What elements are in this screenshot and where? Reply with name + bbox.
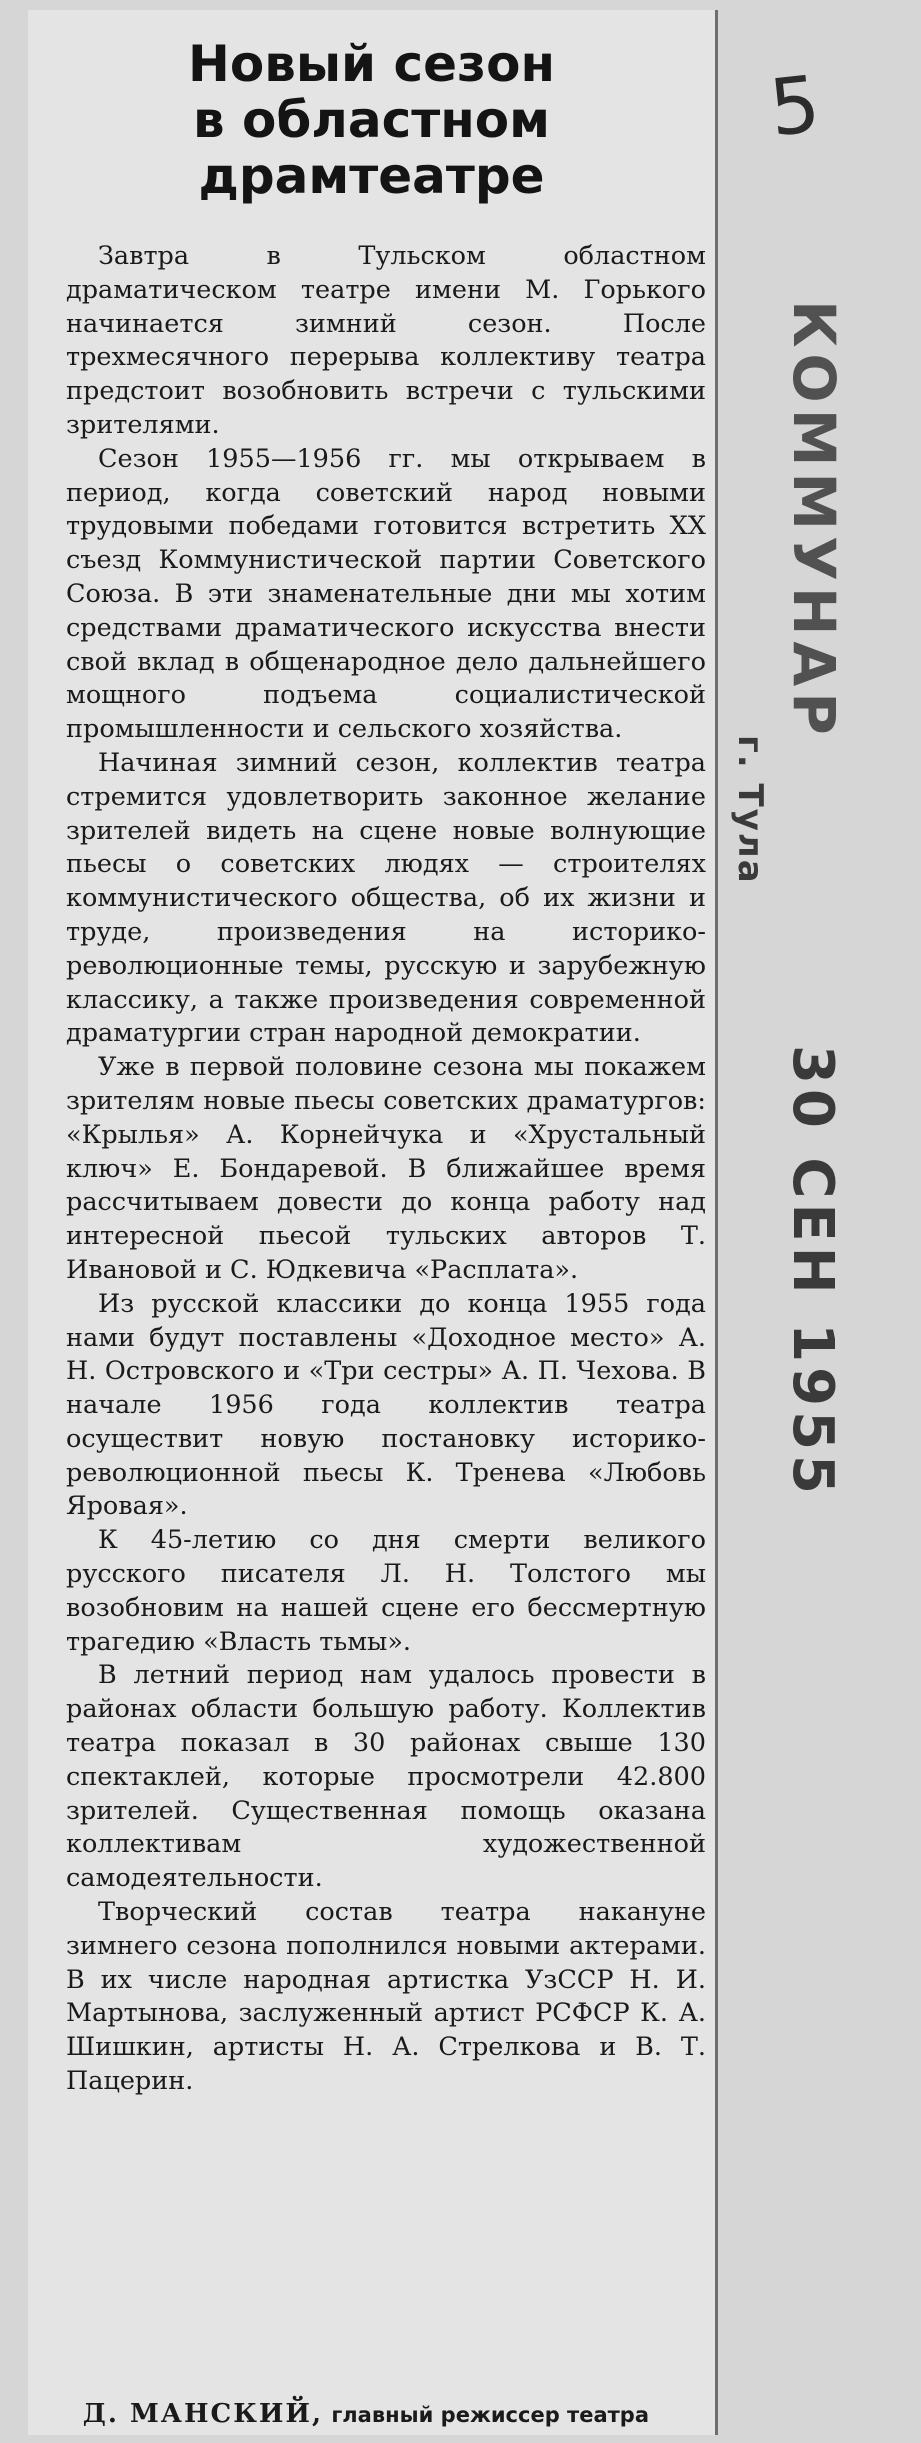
- headline: Новый сезон в областном драмтеатре: [188, 35, 555, 205]
- paragraph: Завтра в Тульском областном драматическом театре имени М. Горького начинается зимний сезон. После трехмесячного перерыва коллективу театра предстоит возобновить встречи с тульскими зрителями.: [66, 241, 706, 440]
- signature: [28, 2398, 715, 2431]
- paragraph: В летний период нам удалось провести в районах области большую работу. Коллектив театра показал в 30 районах свыше 130 спектаклей, которые просмотрели 42.800 зрителей. Существенная помощь оказана коллективам художественной самодеятельности.: [66, 1660, 706, 1894]
- paragraph: Творческий состав театра накануне зимнего сезона пополнился новыми актерами. В их числе народная артистка УзССР Н. И. Мартынова, заслуженный артист РСФСР К. А. Шишкин, артисты Н. А. Стрелкова и В. Т. Пацерин.: [66, 1897, 706, 2097]
- paragraph: Из русской классики до конца 1955 года нами будут поставлены «Доходное место» А. Н. Островского и «Три сестры» А. П. Чехова. В начале 1956 года коллектив театра осуществит новую постановку историко-революционной пьесы К. Тренева «Любовь Яровая».: [66, 1288, 706, 1522]
- newspaper-clipping: [28, 10, 718, 2435]
- stamp-date: 30 СЕН 1955: [780, 1045, 845, 1499]
- stamp-city: г. Тула: [730, 735, 770, 885]
- paragraph: Начиная зимний сезон, коллектив театра стремится удовлетворить законное желание зрителей видеть на сцене новые волнующие пьесы о советских людях — строителях коммунистического общества, об их жизни и труде, произведения на историко-революционные темы, русскую и зарубежную классику, а также произведения современной драматургии стран народной демократии.: [66, 747, 706, 1049]
- signature-name: Д. МАНСКИЙ,: [82, 2399, 324, 2429]
- paragraph: Сезон 1955—1956 гг. мы открываем в период, когда советский народ новыми трудовыми победами готовится встретить XX съезд Коммунистической партии Советского Союза. В эти знаменательные дни мы хотим средствами драматического искусства внести свой вклад в общенародное дело дальнейшего мощного подъема социалистической промышленности и сельского хозяйства.: [66, 443, 706, 745]
- paragraph: К 45-летию со дня смерти великого русского писателя Л. Н. Толстого мы возобновим на нашей сцене его бессмертную трагедию «Власть тьмы».: [66, 1525, 706, 1657]
- paragraph: Уже в первой половине сезона мы покажем зрителям новые пьесы советских драматургов: «Крылья» А. Корнейчука и «Хрустальный ключ» Е. Бондаревой. В ближайшее время рассчитываем довести до конца работу над интересной пьесой тульских авторов Т. Ивановой и С. Юдкевича «Расплата».: [66, 1052, 706, 1285]
- signature-role: главный режиссер театра: [331, 2403, 649, 2427]
- article-body: [66, 240, 706, 2099]
- stamp-newspaper-name: КОММУНАР: [780, 300, 848, 741]
- handwritten-number: 5: [765, 59, 825, 155]
